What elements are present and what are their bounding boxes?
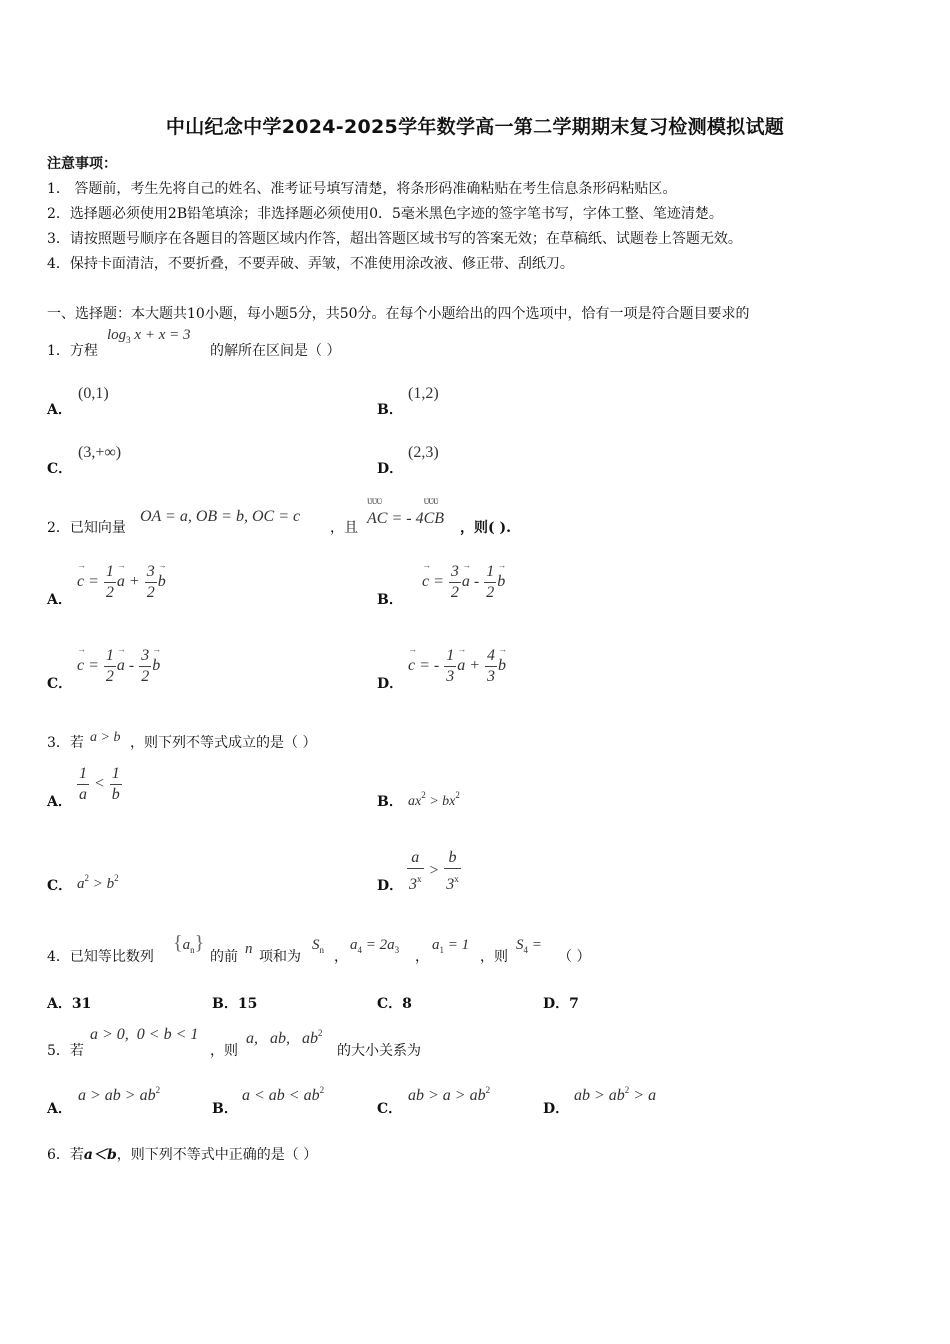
question-number: 6．	[47, 1147, 70, 1163]
question-3	[47, 732, 84, 752]
option-a-text: (0,1)	[78, 385, 109, 402]
question-text: 若	[69, 1043, 84, 1059]
formula-condition: a > 0, 0 < b < 1	[90, 1026, 199, 1043]
option-a-formula: $\frac{1}{a}$ < $\frac{1}{b}$	[79, 765, 120, 803]
formula-n: n	[245, 941, 253, 957]
question-text: 项和为	[259, 949, 301, 965]
option-label: D．	[543, 996, 570, 1012]
option-d	[543, 993, 579, 1013]
option-label: C．	[377, 996, 403, 1012]
question-text: ，则下列不等式成立的是（ ）	[130, 735, 317, 751]
option-a-formula: → c = $\frac{1}{2}$ → a + $\frac{3}{2}$ → b	[77, 562, 166, 603]
section-heading: 一、选择题：本大题共10小题，每小题5分，共50分。在每个小题给出的四个选项中，恰有一项是符合题目要求的	[47, 306, 750, 322]
formula-sequence: $\{a_n\}$	[173, 932, 205, 955]
question-text: 的大小关系为	[337, 1043, 421, 1059]
formula-log-equation: $\log_3 x + x = 3$	[107, 327, 191, 345]
question-text: ，则	[480, 949, 508, 965]
question-text: （ ）	[558, 949, 591, 965]
question-text: ，	[334, 949, 348, 965]
option-a	[47, 993, 91, 1013]
option-c-formula: $a^2 > b^2$	[77, 873, 119, 892]
question-text: 的前	[210, 949, 238, 965]
option-b-formula: → c = $\frac{3}{2}$ → a - $\frac{1}{2}$ → b	[422, 562, 505, 603]
option-b-formula: $ax^2 > bx^2$	[408, 790, 460, 809]
option-c-formula: → c = $\frac{1}{2}$ → a - $\frac{3}{2}$ → b	[77, 646, 160, 687]
option-label: A．	[47, 794, 72, 810]
option-d-text: (2,3)	[408, 444, 439, 461]
question-text: 的解所在区间是（ ）	[210, 343, 341, 359]
question-text: 方程	[69, 343, 98, 359]
option-label: D．	[377, 676, 404, 692]
notice-item: 3．请按照题号顺序在各题目的答题区域内作答，超出答题区域书写的答案无效；在草稿纸、试题卷上答题无效。	[47, 231, 742, 247]
option-label: C．	[47, 461, 73, 477]
question-5	[47, 1040, 84, 1060]
option-label: A．	[47, 1101, 72, 1117]
option-label: D．	[377, 878, 404, 894]
option-label: A．	[47, 996, 72, 1012]
question-text: ，且	[330, 520, 358, 536]
option-b	[212, 993, 257, 1013]
option-label: D．	[377, 461, 404, 477]
question-number: 1．	[47, 343, 70, 359]
question-number: 2．	[47, 520, 70, 536]
question-2	[47, 517, 126, 537]
formula-terms: a, ab, $ab^2$	[246, 1028, 323, 1047]
question-1	[47, 340, 98, 360]
notice-item: 2．选择题必须使用2B铅笔填涂；非选择题必须使用0．5毫米黑色字迹的签字笔书写，字体工整、笔迹清楚。	[47, 206, 723, 222]
notice-heading: 注意事项：	[47, 156, 117, 172]
notice-item: 1． 答题前，考生先将自己的姓名、准考证号填写清楚，将条形码准确粘贴在考生信息条形码粘贴区。	[47, 181, 677, 197]
page-title: 中山纪念中学2024-2025学年数学高一第二学期期末复习检测模拟试题	[165, 116, 785, 138]
option-label: B．	[377, 794, 403, 810]
question-number: 5．	[47, 1043, 70, 1059]
option-label: C．	[377, 1101, 403, 1117]
question-4	[47, 946, 154, 966]
question-text: ，	[415, 949, 429, 965]
formula-condition: a > b	[90, 730, 121, 745]
question-6	[47, 1144, 317, 1164]
question-text: 已知等比数列	[69, 949, 154, 965]
option-label: C．	[47, 676, 73, 692]
option-label: D．	[543, 1101, 570, 1117]
option-label: B．	[377, 402, 403, 418]
option-label: B．	[377, 592, 403, 608]
formula-s4: $S_4$ =	[516, 937, 542, 955]
notice-item: 4．保持卡面清洁，不要折叠，不要弄破、弄皱，不准使用涂改液、修正带、刮纸刀。	[47, 256, 574, 272]
formula-condition: a＜b	[83, 1147, 117, 1163]
option-c-text: (3,+∞)	[78, 444, 122, 461]
option-text: 7	[569, 996, 579, 1012]
option-label: A．	[47, 402, 72, 418]
option-d-formula: $\frac{a}{3^x}$ > $\frac{b}{3^x}$	[409, 849, 459, 893]
option-label: A．	[47, 592, 72, 608]
option-b-formula: a < ab < $ab^2$	[242, 1085, 325, 1104]
formula-a4: $a_4 = 2a_3$	[350, 937, 400, 955]
option-text: 15	[237, 996, 258, 1012]
question-text: 已知向量	[69, 520, 126, 536]
option-label: C．	[47, 878, 73, 894]
option-d-formula: → c = - $\frac{1}{3}$ → a + $\frac{4}{3}$ → b	[408, 646, 506, 687]
option-d-formula: ab > $ab^2 > a$	[574, 1085, 657, 1104]
formula-sn: $S_n$	[312, 937, 324, 955]
question-text: 若	[69, 1147, 84, 1163]
option-label: B．	[212, 996, 238, 1012]
formula-vector-relation: ƲƲƲ AC = - 4ƲƲƲ CB	[367, 510, 444, 528]
question-text: ，则下列不等式中正确的是（ ）	[116, 1147, 318, 1163]
formula-vectors: OA = a, OB = b, OC = c	[140, 508, 301, 525]
question-number: 4．	[47, 949, 70, 965]
question-text: 若	[69, 735, 84, 751]
question-text: ，则	[210, 1043, 238, 1059]
option-label: B．	[212, 1101, 238, 1117]
option-a-formula: a > ab > $ab^2$	[78, 1085, 161, 1104]
option-text: 8	[402, 996, 412, 1012]
option-c-formula: ab > $a > ab^2$	[408, 1085, 491, 1104]
option-c	[377, 993, 412, 1013]
question-text: ，则( ).	[460, 520, 511, 536]
question-number: 3．	[47, 735, 70, 751]
option-text: 31	[71, 996, 92, 1012]
formula-a1: $a_1 = 1$	[432, 937, 470, 955]
option-b-text: (1,2)	[408, 385, 439, 402]
